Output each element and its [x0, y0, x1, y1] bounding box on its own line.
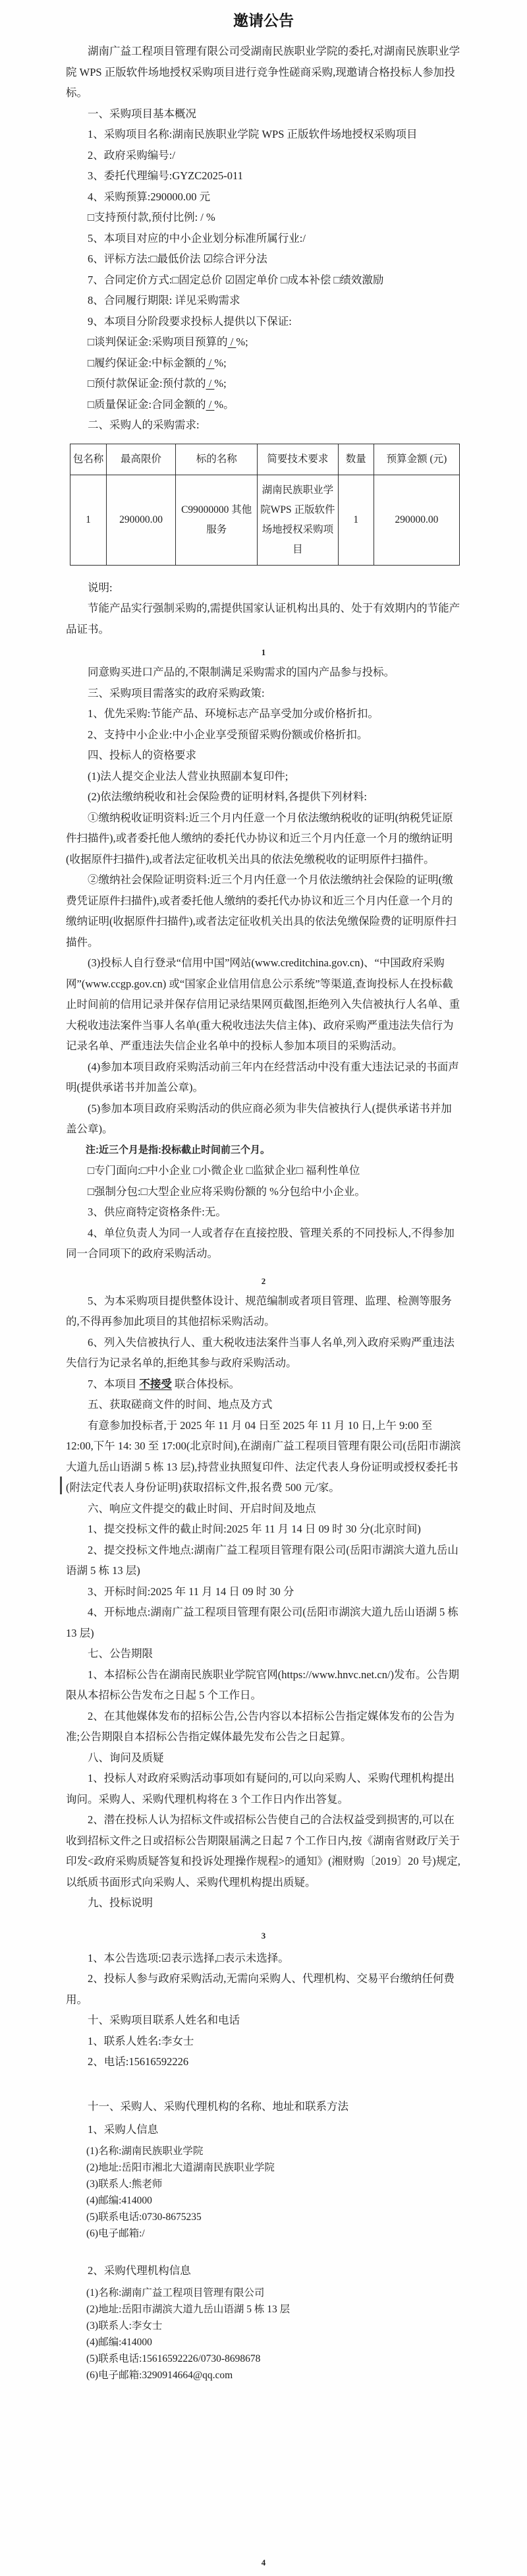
spacer	[66, 639, 461, 646]
text-run: 大型企业应将采购份额的 %分包给中小企业。	[147, 1185, 366, 1198]
checkbox-checked-icon: ☑	[225, 273, 235, 286]
doc-paragraph	[66, 332, 461, 353]
doc-paragraph	[66, 2010, 461, 2031]
doc-paragraph	[66, 766, 461, 787]
spacer	[66, 2242, 461, 2260]
doc-paragraph	[66, 1643, 461, 1664]
text-run: (3)联系人:熊老师	[86, 2178, 163, 2190]
text-run: 不接受	[139, 1377, 172, 1390]
section-before-table	[66, 41, 461, 441]
doc-paragraph	[66, 683, 461, 704]
doc-paragraph	[66, 1747, 461, 1769]
text-run: /	[206, 356, 215, 369]
doc-paragraph	[66, 786, 461, 807]
text-run: 二、采购人的采购需求:	[88, 419, 200, 431]
doc-paragraph	[66, 1140, 461, 1161]
doc-paragraph	[66, 2096, 461, 2117]
doc-paragraph	[66, 1892, 461, 1914]
doc-paragraph	[66, 1498, 461, 1519]
table-header-cell: 预算金额 (元)	[374, 444, 459, 475]
doc-paragraph	[66, 2176, 461, 2192]
text-run: 小微企业	[200, 1164, 246, 1177]
text-run: 五、获取磋商文件的时间、地点及方式	[88, 1398, 273, 1411]
text-run: %;	[236, 336, 248, 348]
text-run: 湖南广益工程项目管理有限公司受湖南民族职业学院的委托,对湖南民族职业学院 WPS 正版软件场地授权采购项目进行竞争性磋商采购,现邀请合格投标人参加投标。	[66, 45, 460, 99]
text-run: 一、采购项目基本概况	[88, 107, 196, 120]
doc-paragraph	[66, 207, 461, 228]
checkbox-unchecked-icon: □	[88, 397, 94, 411]
doc-paragraph	[66, 807, 461, 870]
text-run: 2、支持中小企业:中小企业享受预留采购份额或价格折扣。	[88, 728, 368, 741]
doc-paragraph	[66, 373, 461, 394]
doc-paragraph	[66, 2334, 461, 2351]
doc-paragraph	[66, 1581, 461, 1602]
checkbox-unchecked-icon: □	[88, 1164, 94, 1177]
doc-paragraph	[66, 1809, 461, 1892]
text-run: 绩效激励	[340, 273, 384, 286]
doc-paragraph	[66, 745, 461, 766]
doc-paragraph	[66, 187, 461, 208]
doc-paragraph	[66, 415, 461, 436]
doc-paragraph	[66, 2351, 461, 2367]
text-run: (4)邮编:414000	[86, 2337, 152, 2348]
spacer	[66, 566, 461, 577]
doc-paragraph	[66, 2285, 461, 2301]
text-run: 固定总价	[179, 273, 225, 286]
text-run: 综合评分法	[213, 252, 267, 265]
text-run: 1、采购项目名称:湖南民族职业学院 WPS 正版软件场地授权采购项目	[88, 128, 418, 140]
doc-paragraph	[66, 311, 461, 332]
text-run: 6、列入失信被执行人、重大税收违法案件当事人名单,列入政府采购严重违法失信行为记录名单的,拒绝其参与政府采购活动。	[66, 1335, 455, 1369]
table-header-cell: 标的名称	[176, 444, 258, 475]
text-run: 1、本招标公告在湖南民族职业学院官网(https://www.hnvc.net.cn/)发布。公告期限从本招标公告发布之日起 5 个工作日。	[66, 1668, 460, 1701]
text-run: 三、采购项目需落实的政府采购政策:	[88, 686, 265, 699]
doc-paragraph	[66, 2301, 461, 2318]
doc-paragraph	[66, 1374, 461, 1395]
text-run: 7、本项目	[88, 1377, 140, 1390]
checkbox-unchecked-icon: □	[246, 1164, 253, 1177]
doc-paragraph	[66, 1968, 461, 2010]
text-run: 支持预付款,预付比例: / %	[94, 211, 215, 223]
text-run: %。	[214, 397, 235, 411]
spacer	[66, 1914, 461, 1929]
doc-paragraph	[66, 103, 461, 125]
text-run: 七、公告期限	[88, 1647, 153, 1660]
text-run: 5、本项目对应的中小企业划分标准所属行业:/	[88, 231, 306, 245]
text-run: 3、供应商特定资格条件:无。	[88, 1206, 227, 1218]
text-run: 2、政府采购编号:/	[88, 148, 175, 161]
text-run: 固定单价	[235, 273, 281, 286]
text-run: 福利性单位	[302, 1164, 360, 1177]
table-cell: C99000000 其他服务	[176, 475, 258, 565]
text-run: 表示选择,	[171, 1951, 217, 1964]
doc-paragraph	[66, 1664, 461, 1706]
doc-paragraph	[66, 1223, 461, 1264]
text-run: 2	[261, 1275, 266, 1286]
table-header-row	[70, 444, 460, 475]
section-after-table	[66, 566, 461, 2570]
text-run: 履约保证金:中标金额的	[94, 356, 206, 369]
text-run: 3	[261, 1930, 266, 1941]
doc-paragraph	[66, 270, 461, 291]
doc-paragraph	[66, 2367, 461, 2384]
doc-paragraph	[66, 952, 461, 1057]
text-run: 2、提交投标文件地点:湖南广益工程项目管理有限公司(岳阳市湖滨大道九岳山语湖 5 栋 13 层)	[66, 1543, 458, 1577]
checkbox-unchecked-icon: □	[296, 1164, 303, 1177]
doc-paragraph	[66, 2143, 461, 2159]
text-run: 4、开标地点:湖南广益工程项目管理有限公司(岳阳市湖滨大道九岳山语湖 5 栋 13 层)	[66, 1606, 458, 1639]
doc-paragraph	[66, 1160, 461, 1181]
text-run: 8、合同履行期限: 详见采购需求	[88, 294, 240, 307]
checkbox-unchecked-icon: □	[140, 1164, 148, 1177]
text-run: %;	[214, 356, 227, 369]
text-run: (5)联系电话:0730-8675235	[86, 2211, 202, 2223]
doc-paragraph	[66, 1202, 461, 1223]
text-run: 3、开标时间:2025 年 11 月 14 日 09 时 30 分	[88, 1585, 294, 1598]
text-run: 十、采购项目联系人姓名和电话	[88, 2014, 240, 2026]
text-run: (1)法人提交企业法人营业执照副本复印件;	[88, 769, 289, 782]
checkbox-unchecked-icon: □	[281, 273, 288, 286]
text-run: 监狱企业	[252, 1164, 296, 1177]
checkbox-unchecked-icon: □	[88, 377, 94, 390]
text-run: (6)电子邮箱:3290914664@qq.com	[86, 2370, 233, 2381]
text-run: 2、投标人参与政府采购活动,无需向采购人、代理机构、交易平台缴纳任何费用。	[66, 1972, 455, 2006]
doc-paragraph	[66, 165, 461, 187]
doc-paragraph	[66, 1057, 461, 1098]
checkbox-unchecked-icon: □	[88, 1185, 94, 1198]
text-run: (3)投标人自行登录“信用中国”网站(www.creditchina.gov.cn)、“中国政府采购网”(www.ccgp.gov.cn) 或“国家企业信用信息公示系统”等渠道,查询投标人在投标截止时间前的信用记录并保存信用记录结果网页截图,拒绝列入失信被执行人名单、重大税收违法案件当事人名单(重大税收违法失信主体)、政府采购严重违法失信行为记录名单、严重违法失信企业名单中的投标人参加本项目的采购活动。	[66, 956, 460, 1052]
doc-paragraph	[66, 1519, 461, 1540]
procurement-requirements-table	[70, 444, 460, 566]
doc-paragraph	[66, 1394, 461, 1415]
table-row	[70, 475, 460, 565]
page-number	[66, 1275, 461, 1288]
table-header-cell: 包名称	[70, 444, 107, 475]
text-run: 1	[261, 647, 266, 657]
doc-paragraph	[66, 2225, 461, 2242]
text-run: 强制分包:	[94, 1185, 141, 1198]
text-run: 中小企业	[147, 1164, 194, 1177]
text-run: 4、采购预算:290000.00 元	[88, 190, 211, 203]
doc-paragraph	[66, 577, 461, 599]
text-run: (2)地址:岳阳市湘北大道湖南民族职业学院	[86, 2161, 275, 2173]
doc-paragraph	[66, 2192, 461, 2209]
document-title: 邀请公告	[233, 12, 294, 29]
checkbox-unchecked-icon: □	[333, 273, 341, 286]
doc-paragraph	[66, 41, 461, 103]
doc-paragraph	[66, 2159, 461, 2176]
text-run: (2)依法缴纳税收和社会保险费的证明材料,各提供下列材料:	[88, 790, 367, 803]
spacer	[66, 436, 461, 441]
text-run: 2、电话:15616592226	[88, 2055, 189, 2068]
text-run: 5、为本采购项目提供整体设计、规范编制或者项目管理、监理、检测等服务的,不得再参加此项目的其他招标采购活动。	[66, 1294, 452, 1328]
text-run: (6)电子邮箱:/	[86, 2227, 145, 2239]
doc-paragraph	[66, 703, 461, 724]
doc-paragraph	[66, 394, 461, 415]
doc-paragraph	[66, 124, 461, 145]
doc-paragraph	[66, 1332, 461, 1374]
page-number	[66, 1929, 461, 1943]
text-run: (1)名称:湖南广益工程项目管理有限公司	[86, 2287, 265, 2298]
text-run: 联合体投标。	[171, 1377, 240, 1390]
text-run: 9、本项目分阶段要求投标人提供以下保证:	[88, 314, 292, 328]
text-run: 预付款保证金:预付款的	[94, 377, 206, 390]
text-run: /	[206, 397, 215, 411]
doc-paragraph	[66, 1768, 461, 1809]
text-run: ①缴纳税收证明资料:近三个月内任意一个月依法缴纳税收的证明(纳税凭证原件扫描件),或者委托他人缴纳的委托代办协议和近三个月内任意一个月的缴纳证明(收据原件扫描件),或者法定征收机关出具的依法免缴税收的证明原件扫描件。	[66, 811, 453, 865]
doc-paragraph	[66, 724, 461, 746]
doc-paragraph	[66, 145, 461, 166]
text-run: 3、委托代理编号:GYZC2025-011	[88, 169, 243, 182]
text-run: (4)参加本项目政府采购活动前三年内在经营活动中没有重大违法记录的书面声明(提供承诺书并加盖公章)。	[66, 1060, 459, 1094]
doc-paragraph	[66, 1706, 461, 1747]
doc-paragraph	[66, 662, 461, 683]
text-run: 4	[261, 2558, 266, 2567]
table-header-cell: 数量	[338, 444, 374, 475]
spacer	[66, 1943, 461, 1948]
spacer	[66, 2384, 461, 2556]
doc-paragraph	[66, 1291, 461, 1332]
text-run: /	[206, 377, 215, 390]
table-cell: 290000.00	[374, 475, 459, 565]
doc-paragraph	[66, 2318, 461, 2334]
doc-paragraph	[66, 1602, 461, 1643]
text-run: 1、采购人信息	[88, 2123, 159, 2136]
text-run: 最低价法	[157, 252, 204, 265]
table-header-cell: 简要技术要求	[258, 444, 338, 475]
text-run: 7、合同定价方式:	[88, 273, 173, 286]
text-run: 同意购买进口产品的,不限制满足采购需求的国内产品参与投标。	[88, 666, 395, 678]
table-cell: 1	[70, 475, 107, 565]
doc-paragraph	[66, 2051, 461, 2072]
checkbox-unchecked-icon: □	[88, 356, 94, 369]
doc-paragraph	[66, 1098, 461, 1140]
table-header-cell: 最高限价	[106, 444, 175, 475]
doc-paragraph	[66, 1540, 461, 1581]
doc-paragraph	[66, 353, 461, 374]
doc-paragraph	[66, 1181, 461, 1202]
doc-paragraph	[66, 1948, 461, 1969]
table-cell: 290000.00	[106, 475, 175, 565]
text-run: 6、评标方法:	[88, 252, 151, 265]
text-run: 2、潜在投标人认为招标文件或招标公告使自己的合法权益受到损害的,可以在收到招标文件之日或招标公告期限届满之日起 7 个工作日内,按《湖南省财政厅关于印发<政府采购质疑答复和投诉处理操作规程>的通知》(湘财购〔2019〕20 号)规定,以纸质书面形式向采购人、采购代理机构提出质疑。	[66, 1813, 460, 1888]
checkbox-unchecked-icon: □	[217, 1951, 224, 1964]
text-run: 八、询问及质疑	[88, 1751, 164, 1764]
text-run: 质量保证金:合同金额的	[94, 397, 206, 411]
checkbox-unchecked-icon: □	[88, 211, 94, 223]
doc-paragraph	[66, 869, 461, 952]
doc-paragraph	[66, 249, 461, 270]
text-run: (3)联系人:李女士	[86, 2320, 163, 2331]
checkbox-unchecked-icon: □	[193, 1164, 200, 1177]
text-run: 1、投标人对政府采购活动事项如有疑问的,可以向采购人、采购代理机构提出询问。采购人、采购代理机构将在 3 个工作日内作出答复。	[66, 1772, 455, 1805]
checkbox-checked-icon: ☑	[161, 1951, 171, 1964]
text-run: 表示未选择。	[223, 1951, 289, 1964]
text-run: 1、提交投标文件的截止时间:2025 年 11 月 14 日 09 时 30 分(北京时间)	[88, 1523, 421, 1535]
text-run: 1、优先采购:节能产品、环境标志产品享受加分或价格折扣。	[88, 707, 379, 720]
text-run: ②缴纳社会保险证明资料:近三个月内任意一个月依法缴纳社会保险的证明(缴费凭证原件扫描件),或者委托他人缴纳的委托代办协议和近三个月内任意一个月的缴纳证明(收据原件扫描件),或者法定征收机关出具的依法免缴保险费的证明原件扫描件。	[66, 873, 457, 949]
checkbox-checked-icon: ☑	[203, 252, 213, 265]
spacer	[66, 1264, 461, 1275]
text-run: (5)参加本项目政府采购活动的供应商必须为非失信被执行人(提供承诺书并加盖公章)。	[66, 1101, 452, 1135]
text-run: 谈判保证金:采购项目预算的	[94, 336, 228, 348]
text-run: 说明:	[88, 581, 113, 594]
text-run: 2、采购代理机构信息	[88, 2264, 191, 2277]
text-run: %;	[214, 377, 227, 390]
text-run: 4、单位负责人为同一人或者存在直接控股、管理关系的不同投标人,不得参加同一合同项下的政府采购活动。	[66, 1226, 455, 1260]
text-run: (5)联系电话:15616592226/0730-8698678	[86, 2353, 261, 2364]
text-run: 注:近三个月是指:投标截止时间前三个月。	[86, 1144, 270, 1156]
text-run: 十一、采购人、采购代理机构的名称、地址和联系方法	[88, 2099, 348, 2113]
text-run: 有意参加投标者,于 2025 年 11 月 04 日至 2025 年 11 月 10 日,上午 9:00 至 12:00,下午 14: 30 至 17:00(北京时间),在湖南广益工程项目管理有限公司(岳阳市湖滨大道九岳山语湖 5 栋 13 层),持营业执照复印件、法定代表人身份证明或授权委托书(附法定代表人身份证明)获取招标文件,报名费 500 元/家。	[66, 1419, 461, 1494]
checkbox-unchecked-icon: □	[172, 273, 179, 286]
table-cell: 1	[338, 475, 374, 565]
text-run: 成本补偿	[287, 273, 334, 286]
text-run: 1、本公告选项:	[88, 1951, 161, 1964]
doc-paragraph	[66, 2119, 461, 2140]
checkbox-unchecked-icon: □	[150, 252, 157, 265]
text-run: (4)邮编:414000	[86, 2194, 152, 2206]
spacer	[66, 2072, 461, 2096]
doc-paragraph	[66, 598, 461, 639]
text-run: (1)名称:湖南民族职业学院	[86, 2145, 204, 2157]
text-run: (2)地址:岳阳市湖滨大道九岳山语湖 5 栋 13 层	[86, 2304, 291, 2315]
text-run: 九、投标说明	[88, 1896, 153, 1909]
text-run: 2、在其他媒体发布的招标公告,公告内容以本招标公告指定媒体发布的公告为准;公告期限自本招标公告指定媒体最先发布公告之日起算。	[66, 1709, 455, 1743]
checkbox-unchecked-icon: □	[88, 336, 94, 348]
page-number	[66, 646, 461, 659]
doc-paragraph	[66, 290, 461, 311]
text-run: 六、响应文件提交的截止时间、开启时间及地点	[88, 1502, 316, 1515]
table-cell: 湖南民族职业学院WPS 正版软件场地授权采购项目	[258, 475, 338, 565]
text-run: 1、联系人姓名:李女士	[88, 2034, 194, 2047]
doc-paragraph	[66, 1415, 461, 1498]
text-run: 四、投标人的资格要求	[88, 749, 196, 761]
text-run: 节能产品实行强制采购的,需提供国家认证机构出具的、处于有效期内的节能产品证书。	[66, 602, 460, 635]
text-run: /	[227, 336, 236, 348]
doc-paragraph	[66, 2260, 461, 2281]
doc-paragraph	[66, 2209, 461, 2225]
page-number	[66, 2556, 461, 2569]
checkbox-unchecked-icon: □	[140, 1185, 148, 1198]
doc-paragraph	[66, 2031, 461, 2052]
text-run: 专门面向:	[94, 1164, 141, 1177]
doc-paragraph	[66, 228, 461, 249]
